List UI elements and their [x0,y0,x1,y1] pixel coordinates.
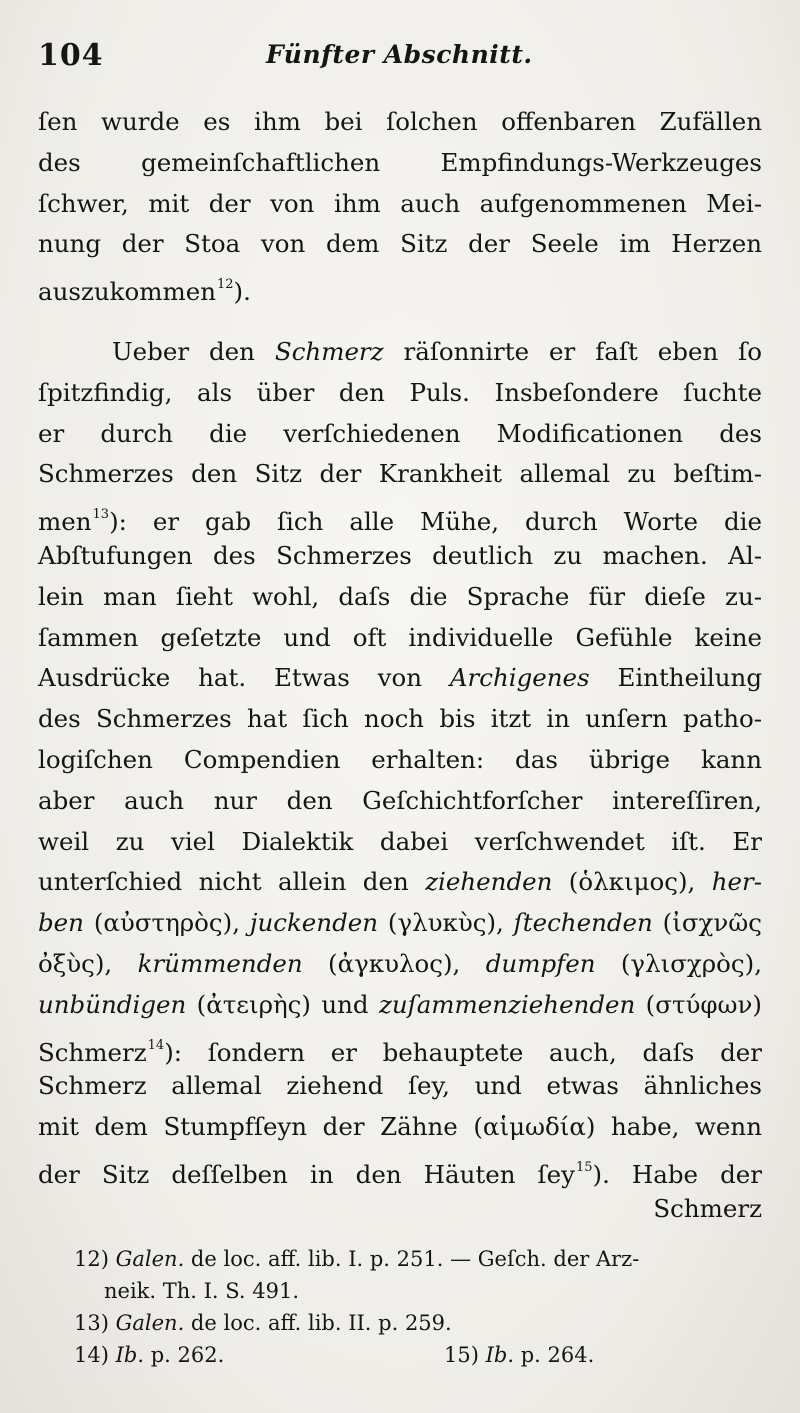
footnote-number: 12) [74,1247,109,1271]
text-line [38,332,762,373]
greek-term: (στύφων) [635,989,762,1019]
greek-term: ὀξὺς), [38,948,138,978]
text-line [38,265,762,306]
italic-term: krümmenden [137,948,303,978]
italic-term: juckenden [249,908,379,938]
footnote-source: Ib. [115,1343,145,1367]
line-text: Schmerz [38,1037,147,1067]
body-text [38,102,762,1230]
footnote-text: de loc. aff. lib. I. p. 251. — Geſch. der Arz- [184,1247,640,1271]
line-text: Ueber den [112,336,275,366]
footnote-14 [74,1339,444,1371]
line-text: räſonnirte er faſt eben ſo [383,336,763,366]
italic-term: Schmerz [274,336,384,366]
text-line: ſen wurde es ihm bei ſolchen offenbaren Zufällen [38,107,762,136]
footnote-text: de loc. aff. lib. II. p. 259. [184,1311,452,1335]
text-line: aber auch nur den Geſchichtforſcher intereſſiren, [38,785,762,815]
text-line: logiſchen Compendien erhalten: das übrige kann [38,744,762,774]
text-line [38,658,762,699]
footnotes [74,1243,764,1371]
footnote-number: 15) [444,1343,479,1367]
text-line [38,1148,762,1189]
text-line: nung der Stoa von dem Sitz der Seele im Herzen [38,229,762,259]
line-text: unterſchied nicht allein den [38,867,426,897]
italic-term: ſtechenden [513,908,653,938]
footnote-text: p. 262. [144,1343,225,1367]
footnote-14-15 [74,1339,764,1371]
italic-term: ben [38,908,84,938]
footnote-text: p. 264. [514,1343,595,1367]
line-text: ): er gab ſich alle Mühe, durch Worte die [109,507,762,537]
line-text: men [38,507,92,537]
text-line: Abſtufungen des Schmerzes deutlich zu machen. Al- [38,540,762,570]
line-text: auszukommen [38,277,216,307]
italic-term: dumpfen [485,948,596,978]
footnote-ref: 13 [92,507,110,523]
footnote-number: 13) [74,1311,109,1335]
greek-term: (ἰσχνῶς [652,908,762,938]
text-line: ſpitzfindig, als über den Puls. Insbeſondere ſuchte [38,377,762,407]
text-line: des Schmerzes hat ſich noch bis itzt in unſern patho- [38,704,762,734]
footnote-12-cont: neik. Th. I. S. 491. [104,1279,300,1303]
footnote-12 [74,1243,764,1275]
text-line: Schmerzes den Sitz der Krankheit allemal zu beſtim- [38,459,762,489]
greek-term: (αὐστηρὸς), [83,908,250,938]
greek-term: (ὁλκιμος), [552,867,712,897]
text-line: des gemeinſchaftlichen Empfindungs-Werkzeuges [38,147,762,177]
text-line [38,1026,762,1067]
text-line: er durch die verſchiedenen Modificationen des [38,418,762,448]
running-head: Fünfter Abschnitt. [266,40,533,69]
text-line [38,903,762,944]
text-line [38,985,762,1026]
footnote-number: 14) [74,1343,109,1367]
line-text: Ausdrücke hat. Etwas von [38,663,450,693]
footnote-15 [444,1343,594,1367]
italic-term: unbündigen [38,989,187,1019]
text-line: lein man ſieht wohl, daſs die Sprache für dieſe zu- [38,581,762,611]
footnote-source: Galen. [115,1311,185,1335]
page-number: 104 [38,38,104,73]
text-line: Schmerz allemal ziehend ſey, und etwas ähnliches [38,1071,762,1101]
text-line [38,944,762,985]
text-line: mit dem Stumpfſeyn der Zähne (αἱμωδία) habe, wenn [38,1112,762,1142]
footnote-source: Ib. [485,1343,515,1367]
text-line [38,862,762,903]
page-header [38,38,760,84]
line-text: ): ſondern er behauptete auch, daſs der [164,1037,762,1067]
greek-term: (ἀτειρὴς) und [186,989,379,1019]
greek-term: (γλυκὺς), [378,908,514,938]
footnote-ref: 15 [575,1159,593,1175]
footnote-13 [74,1307,764,1339]
line-text: Eintheilung [589,663,762,693]
greek-term: (ἀγκυλος), [302,948,486,978]
italic-term: zuſammenziehenden [378,989,636,1019]
line-text: ). Habe der [592,1159,762,1189]
text-line [38,495,762,536]
italic-term: ziehenden [425,867,553,897]
catchword: Schmerz [653,1193,762,1223]
text-line: ſammen geſetzte und oft individuelle Gefühle keine [38,622,762,652]
line-text: der Sitz deſſelben in den Häuten ſey [38,1159,575,1189]
footnote-source: Galen. [115,1247,185,1271]
text-line: weil zu viel Dialektik dabei verſchwendet iſt. Er [38,826,762,856]
text-line: ſchwer, mit der von ihm auch aufgenommenen Mei- [38,188,762,218]
greek-term: (γλισχρὸς), [595,948,763,978]
italic-term: her- [711,867,762,897]
footnote-ref: 14 [147,1037,165,1053]
footnote-ref: 12 [216,277,234,293]
italic-term: Archigenes [449,663,590,693]
line-text: ). [233,277,251,307]
